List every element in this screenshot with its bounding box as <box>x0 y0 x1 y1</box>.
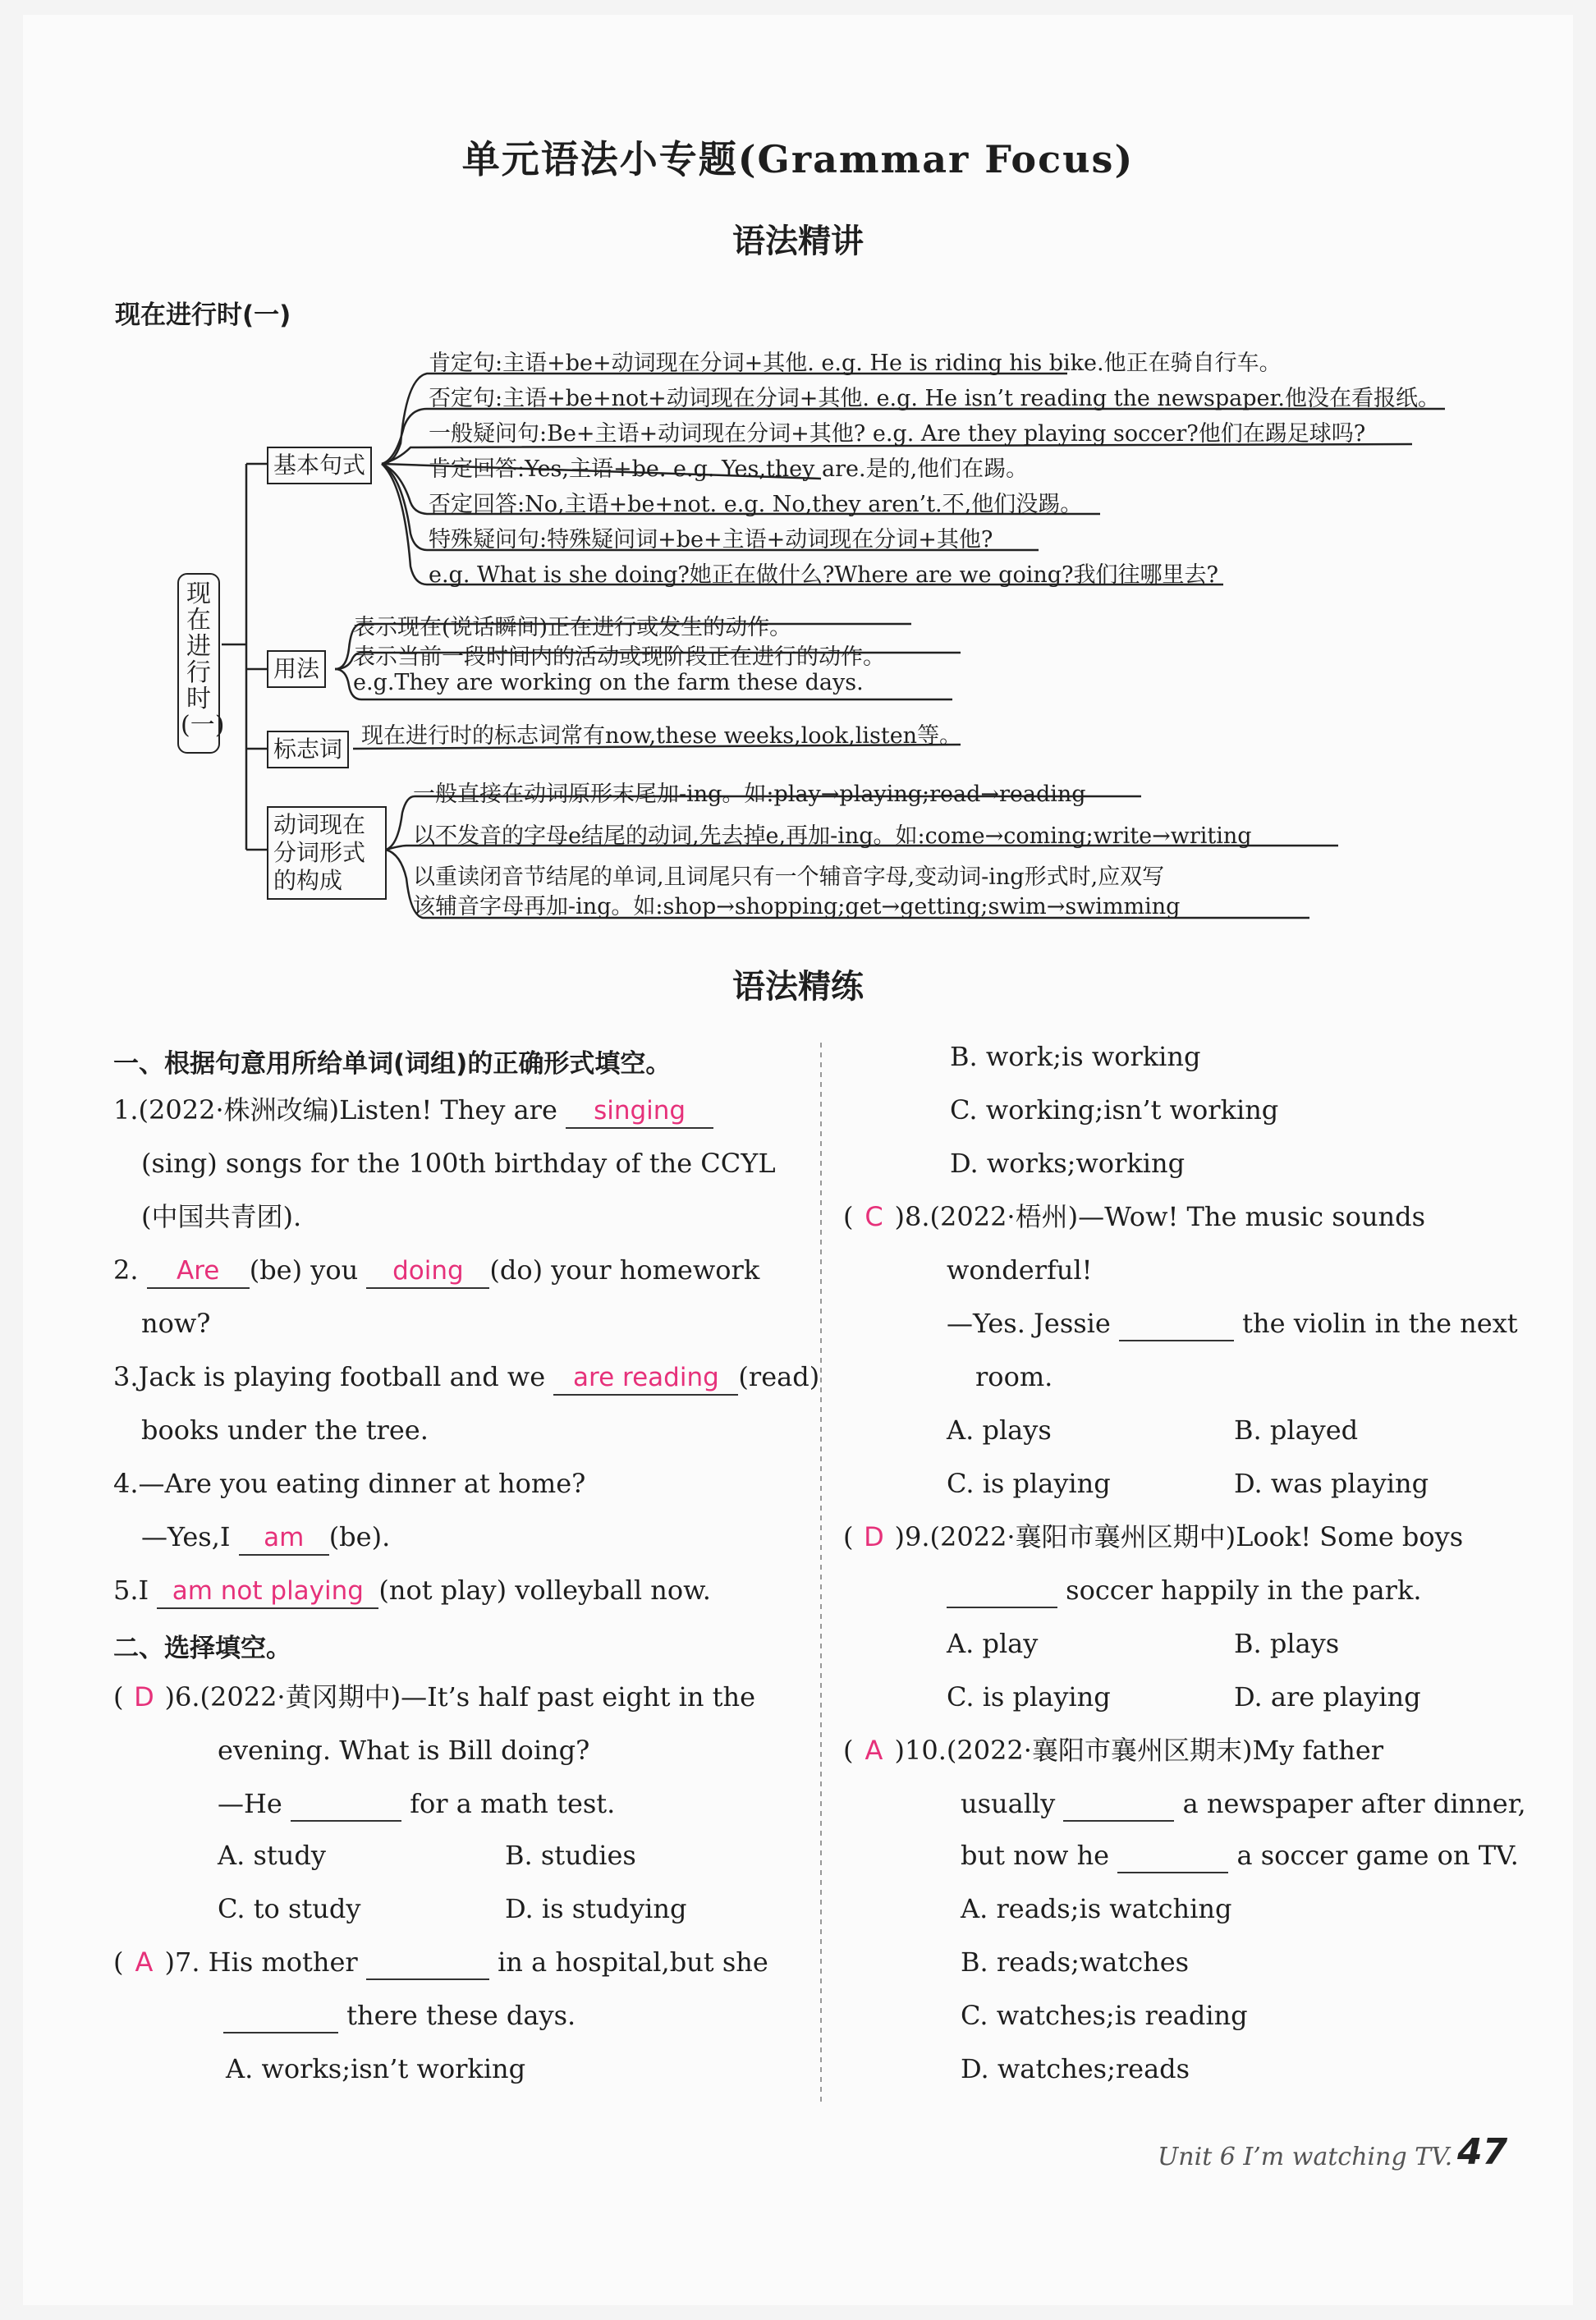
q10-blank-2[interactable] <box>1117 1839 1228 1873</box>
formation-item: 以重读闭音节结尾的单词,且词尾只有一个辅音字母,变动词-ing形式时,应双写 <box>413 864 1165 890</box>
q10-text-a: usually <box>961 1788 1064 1819</box>
q6-text-b: for a math test. <box>401 1788 616 1819</box>
q10-option-d[interactable]: D. watches;reads <box>961 2053 1190 2084</box>
basic-item: 肯定句:主语+be+动词现在分词+其他. e.g. He is riding his bike.他正在骑自行车。 <box>429 351 1282 376</box>
q8-text-a: —Yes. Jessie <box>947 1308 1119 1339</box>
question-3 <box>113 1360 819 1396</box>
q6-option-d[interactable]: D. is studying <box>505 1893 687 1924</box>
q2-line2: now? <box>141 1308 211 1339</box>
q10-line2 <box>961 1787 1526 1822</box>
q2-text-b: (be) you <box>249 1254 367 1286</box>
question-7: ( A )7. His mother in a hospital,but she <box>113 1946 768 1980</box>
q9-text-b: soccer happily in the park. <box>1057 1575 1422 1606</box>
q8-answer[interactable]: C <box>864 1201 883 1232</box>
q6-line3 <box>218 1787 615 1822</box>
formation-item: 该辅音字母再加-ing。如:shop→shopping;get→getting;swim→swimming <box>413 894 1181 919</box>
question-6: ( D )6.(2022·黄冈期中)—It’s half past eight in the <box>113 1681 756 1712</box>
q3-text: 3.Jack is playing football and we <box>113 1361 554 1392</box>
basic-item: 肯定回答:Yes,主语+be. e.g. Yes,they are.是的,他们在踢。 <box>429 456 1029 482</box>
part1-heading: 一、根据句意用所给单词(词组)的正确形式填空。 <box>113 1049 672 1079</box>
q4-text: —Yes,I <box>141 1521 239 1552</box>
q9-option-b[interactable]: B. plays <box>1234 1628 1340 1659</box>
q7-option-c[interactable]: C. working;isn’t working <box>950 1094 1279 1126</box>
basic-item: 否定句:主语+be+not+动词现在分词+其他. e.g. He isn’t reading the newspaper.他没在看报纸。 <box>429 386 1440 411</box>
question-1 <box>113 1094 713 1129</box>
q10-blank-1[interactable] <box>1063 1787 1174 1822</box>
q4-text-c: (be). <box>328 1521 391 1552</box>
mindmap-center: 现在进行时(一) <box>177 573 220 754</box>
question-9: ( D )9.(2022·襄阳市襄州区期中)Look! Some boys <box>843 1521 1464 1552</box>
q9-option-c[interactable]: C. is playing <box>947 1681 1111 1712</box>
q6-answer[interactable]: D <box>134 1681 154 1712</box>
usage-item: 表示现在(说话瞬间)正在进行或发生的动作。 <box>353 615 792 640</box>
q8-text: )8.(2022·梧州)—Wow! The music sounds <box>894 1201 1426 1232</box>
q6-text: )6.(2022·黄冈期中)—It’s half past eight in the <box>164 1681 756 1712</box>
branch-basic: 基本句式 <box>267 447 372 484</box>
q9-line2 <box>947 1574 1422 1608</box>
branch-usage: 用法 <box>267 650 326 688</box>
basic-item: 否定回答:No,主语+be+not. e.g. No,they aren’t.不,他们没踢。 <box>429 492 1083 517</box>
page-number: 47 <box>1457 2131 1508 2173</box>
q9-text: )9.(2022·襄阳市襄州区期中)Look! Some boys <box>894 1521 1464 1552</box>
formation-item: 以不发音的字母e结尾的动词,先去掉e,再加-ing。如:come→coming;write→writing <box>413 823 1252 849</box>
q3-text-b: (read) <box>738 1361 820 1392</box>
q2-text-c: (do) your homework <box>489 1254 760 1286</box>
q7-option-a[interactable]: A. works;isn’t working <box>226 2053 526 2084</box>
q8-line2: wonderful! <box>947 1254 1093 1286</box>
q8-text-b: the violin in the next <box>1234 1308 1518 1339</box>
q9-option-d[interactable]: D. are playing <box>1234 1681 1421 1712</box>
q10-text: )10.(2022·襄阳市襄州区期末)My father <box>894 1735 1384 1766</box>
question-8: ( C )8.(2022·梧州)—Wow! The music sounds <box>843 1201 1426 1232</box>
part2-heading: 二、选择填空。 <box>113 1634 291 1663</box>
q6-option-a[interactable]: A. study <box>218 1840 326 1871</box>
q8-line4: room. <box>975 1361 1053 1392</box>
signal-item: 现在进行时的标志词常有now,these weeks,look,listen等。 <box>361 723 962 749</box>
formation-item: 一般直接在动词原形末尾加-ing。如:play→playing;read→reading <box>413 782 1086 807</box>
q8-option-a[interactable]: A. plays <box>947 1414 1052 1446</box>
footer-unit: Unit 6 I’m watching TV. <box>1158 2143 1453 2171</box>
q8-line3 <box>947 1307 1518 1341</box>
q6-blank[interactable] <box>291 1787 401 1822</box>
q7-text-b: in a hospital,but she <box>488 1946 768 1978</box>
basic-item: 特殊疑问句:特殊疑问词+be+主语+动词现在分词+其他? <box>429 527 993 552</box>
q3-line2: books under the tree. <box>141 1414 429 1446</box>
q10-text-c: but now he <box>961 1840 1118 1871</box>
q10-text-d: a soccer game on TV. <box>1228 1840 1519 1871</box>
q6-option-c[interactable]: C. to study <box>218 1893 361 1924</box>
q2-num-text: 2. <box>113 1254 139 1286</box>
q10-text-b: a newspaper after dinner, <box>1174 1788 1526 1819</box>
usage-item: 表示当前一段时间内的活动或现阶段正在进行的动作。 <box>353 644 885 670</box>
q10-answer[interactable]: A <box>864 1735 883 1766</box>
q1-text: 1.(2022·株洲改编)Listen! They are <box>113 1094 566 1126</box>
question-4: 4.—Are you eating dinner at home? <box>113 1468 586 1499</box>
q8-option-c[interactable]: C. is playing <box>947 1468 1111 1499</box>
q1-answer[interactable]: singing <box>566 1094 713 1129</box>
q8-option-b[interactable]: B. played <box>1234 1414 1359 1446</box>
basic-item: e.g. What is she doing?她正在做什么?Where are we going?我们往哪里去? <box>429 562 1218 588</box>
q1-line2: (sing) songs for the 100th birthday of the CCYL <box>141 1148 776 1179</box>
basic-item: 一般疑问句:Be+主语+动词现在分词+其他? e.g. Are they playing soccer?他们在踢足球吗? <box>429 421 1366 447</box>
q3-answer[interactable]: are reading <box>553 1361 738 1396</box>
q4-answer[interactable]: am <box>239 1521 329 1556</box>
q9-option-a[interactable]: A. play <box>947 1628 1039 1659</box>
q7-text: )7. His mother <box>164 1946 366 1978</box>
q7-answer[interactable]: A <box>135 1946 154 1978</box>
q1-line3: (中国共青团). <box>141 1201 302 1232</box>
page-title: 单元语法小专题(Grammar Focus) <box>461 137 1135 181</box>
q7-line2 <box>223 1999 576 2033</box>
q7-blank-1[interactable] <box>366 1946 489 1980</box>
section-heading-lecture: 语法精讲 <box>732 222 864 260</box>
q10-option-b[interactable]: B. reads;watches <box>961 1946 1190 1978</box>
q9-answer[interactable]: D <box>864 1521 884 1552</box>
q7-option-b[interactable]: B. work;is working <box>950 1041 1201 1072</box>
q10-option-a[interactable]: A. reads;is watching <box>961 1893 1232 1924</box>
q6-text-a: —He <box>218 1788 291 1819</box>
q7-option-d[interactable]: D. works;working <box>950 1148 1186 1179</box>
question-5 <box>113 1574 711 1609</box>
q4-line2 <box>141 1520 390 1556</box>
question-2 <box>113 1254 759 1289</box>
q6-option-b[interactable]: B. studies <box>505 1840 636 1871</box>
branch-signal: 标志词 <box>267 731 349 768</box>
q2-answer-2[interactable]: doing <box>366 1254 489 1289</box>
q2-answer-1[interactable]: Are <box>147 1254 250 1289</box>
q8-blank[interactable] <box>1119 1307 1234 1341</box>
q7-text-c: there these days. <box>338 2000 576 2031</box>
topic-heading: 现在进行时(一) <box>115 300 291 330</box>
question-10: ( A )10.(2022·襄阳市襄州区期末)My father <box>843 1735 1384 1766</box>
section-heading-practice: 语法精练 <box>732 968 864 1006</box>
q5-text: 5.I <box>113 1575 158 1606</box>
q9-blank[interactable] <box>947 1574 1057 1608</box>
q8-option-d[interactable]: D. was playing <box>1234 1468 1429 1499</box>
q7-blank-2[interactable] <box>223 1999 338 2033</box>
q10-option-c[interactable]: C. watches;is reading <box>961 2000 1248 2031</box>
q10-line3 <box>961 1839 1519 1873</box>
branch-formation: 动词现在分词形式的构成 <box>267 806 387 900</box>
q5-answer[interactable]: am not playing <box>157 1575 378 1609</box>
usage-item: e.g.They are working on the farm these days. <box>353 670 864 695</box>
q6-line2: evening. What is Bill doing? <box>218 1735 590 1766</box>
q5-text-b: (not play) volleyball now. <box>378 1575 711 1606</box>
